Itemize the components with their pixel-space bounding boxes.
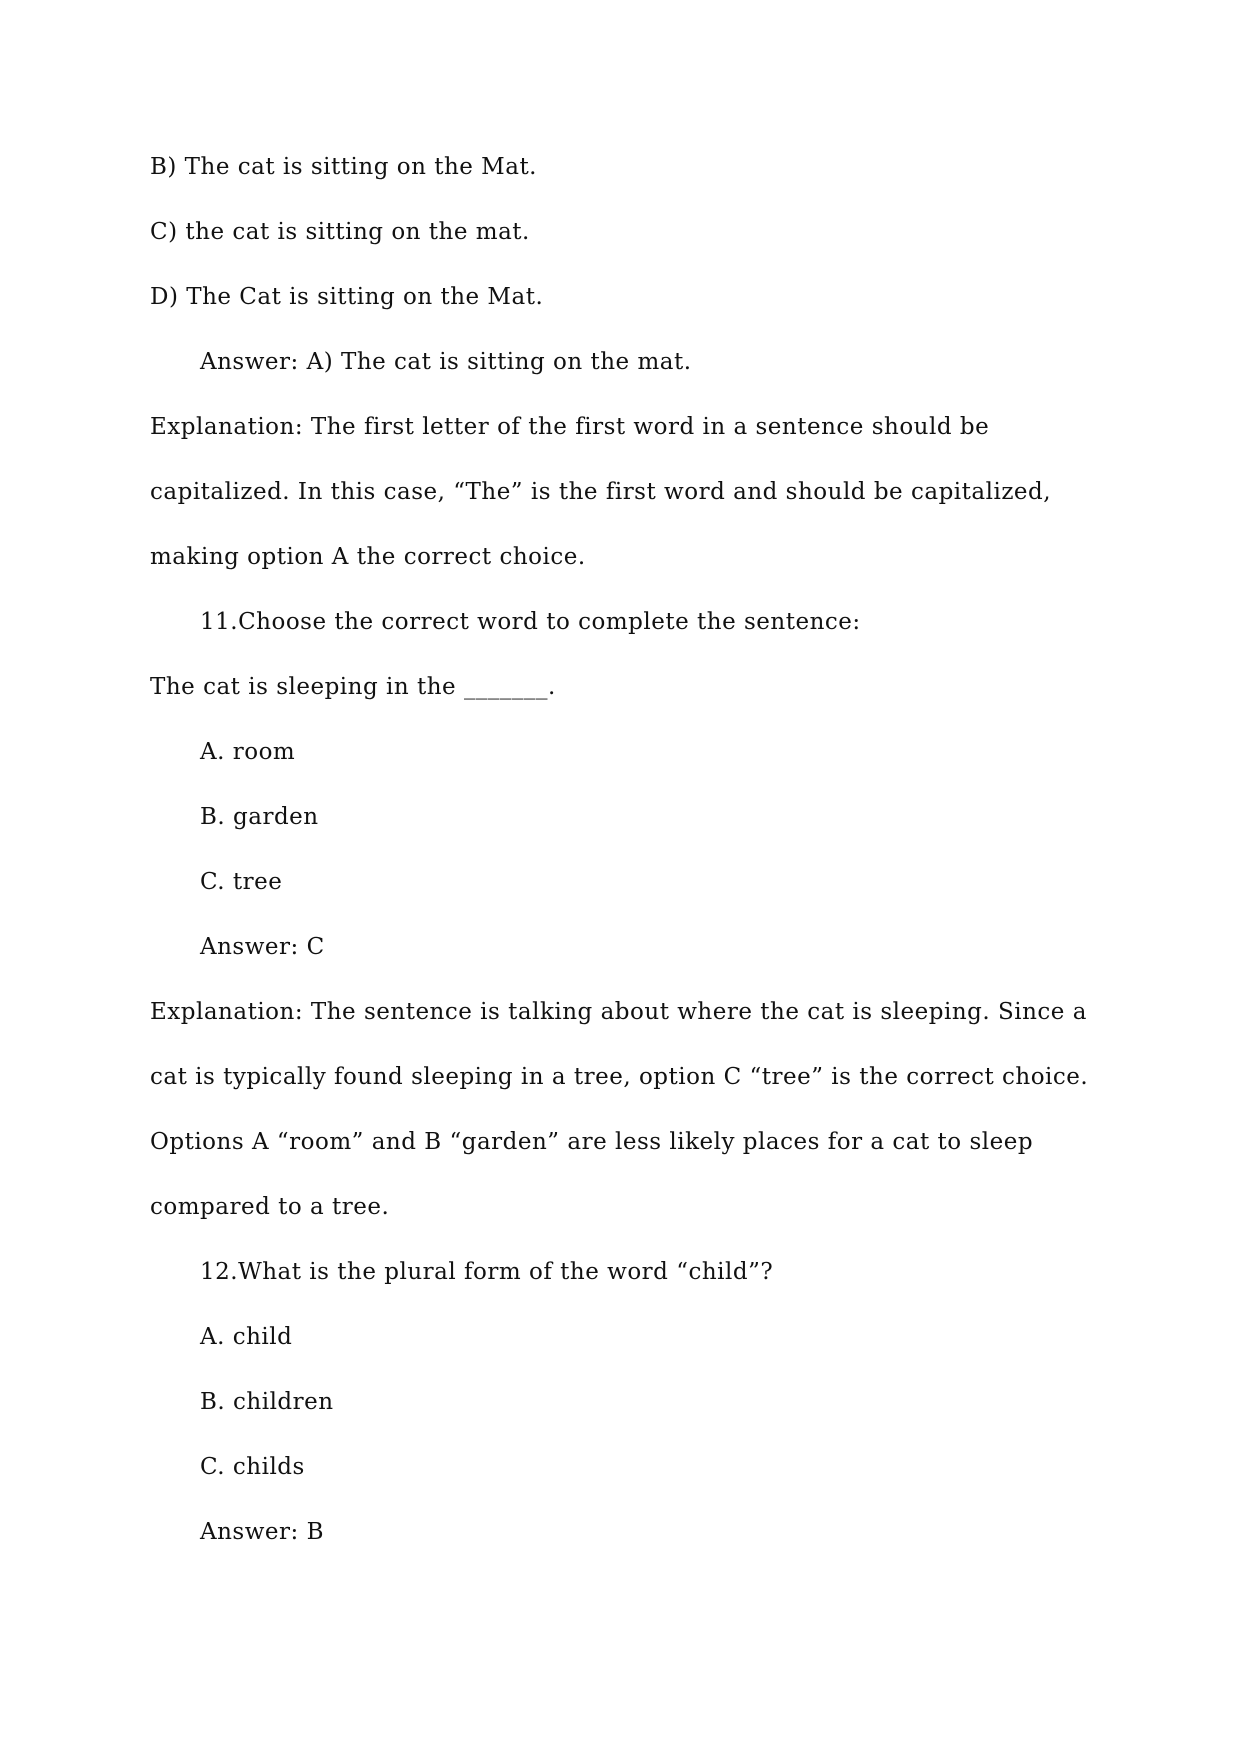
option-d-text: D) The Cat is sitting on the Mat. <box>150 284 544 310</box>
question-11-sentence: The cat is sleeping in the _______. <box>150 674 556 700</box>
question-12-option-b: B. children <box>200 1389 334 1415</box>
explanation-line-1: Explanation: The first letter of the first word in a sentence should be <box>150 414 990 440</box>
question-11-option-c: C. tree <box>200 869 283 895</box>
answer-text: Answer: A) The cat is sitting on the mat. <box>200 349 692 375</box>
question-11: 11.Choose the correct word to complete the sentence: <box>200 609 861 635</box>
question-11-option-a: A. room <box>200 739 296 765</box>
question-11-explanation-line-2: cat is typically found sleeping in a tree, option C “tree” is the correct choice. <box>150 1064 1089 1090</box>
question-12-option-a: A. child <box>200 1324 293 1350</box>
option-b-text: B) The cat is sitting on the Mat. <box>150 154 537 180</box>
question-12-answer: Answer: B <box>200 1519 324 1545</box>
explanation-line-3: making option A the correct choice. <box>150 544 586 570</box>
question-11-option-b: B. garden <box>200 804 319 830</box>
question-11-explanation-line-1: Explanation: The sentence is talking about where the cat is sleeping. Since a <box>150 999 1087 1025</box>
question-12-option-c: C. childs <box>200 1454 305 1480</box>
question-12: 12.What is the plural form of the word “child”? <box>200 1259 774 1285</box>
question-11-explanation-line-3: Options A “room” and B “garden” are less likely places for a cat to sleep <box>150 1129 1034 1155</box>
explanation-line-2: capitalized. In this case, “The” is the first word and should be capitalized, <box>150 479 1052 505</box>
question-11-answer: Answer: C <box>200 934 325 960</box>
option-c-text: C) the cat is sitting on the mat. <box>150 219 530 245</box>
question-11-explanation-line-4: compared to a tree. <box>150 1194 390 1220</box>
